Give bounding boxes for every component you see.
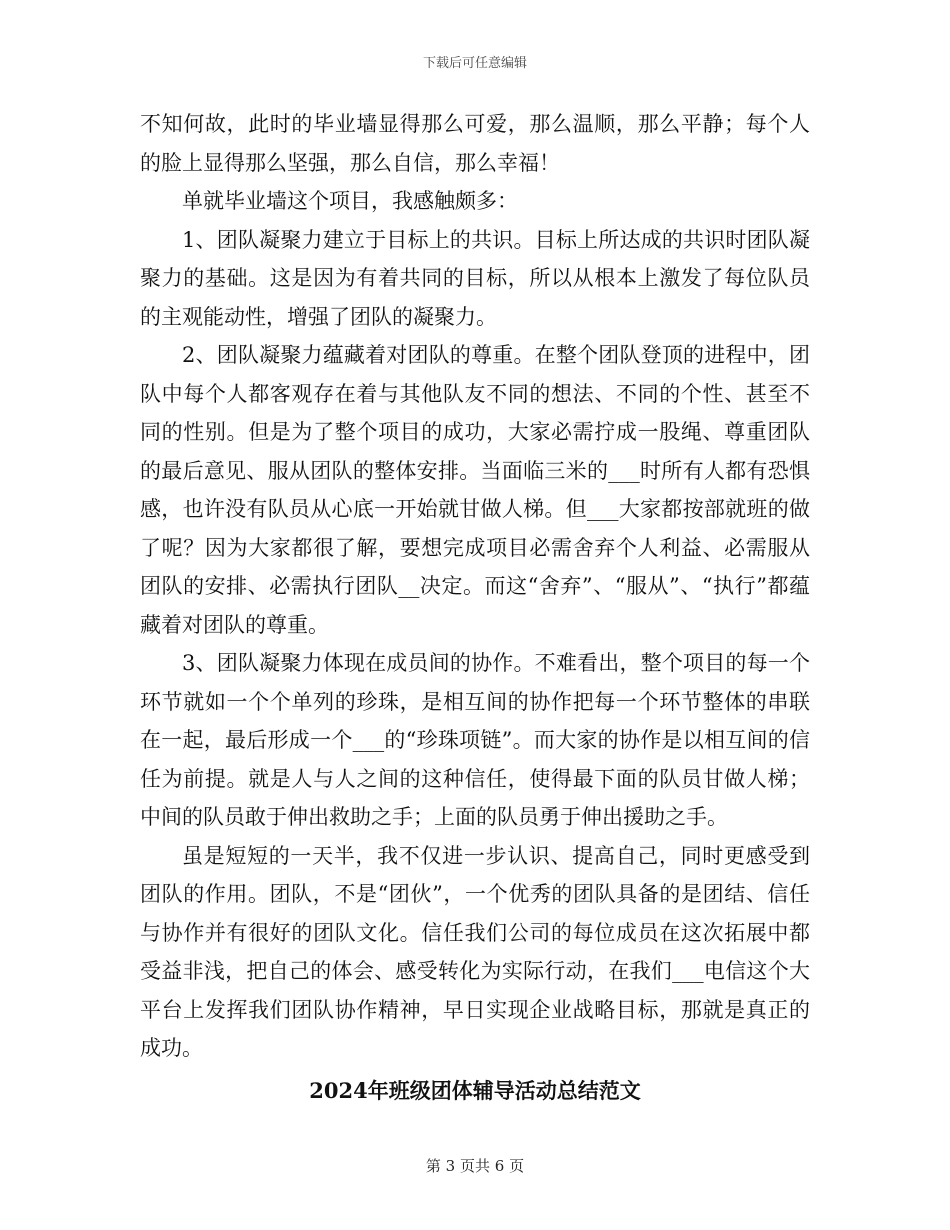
- paragraph-point-3: 3、团队凝聚力体现在成员间的协作。不难看出，整个项目的每一个环节就如一个个单列的珍珠，是相互间的协作把每一个环节整体的串联在一起，最后形成一个___的“珍珠项链”。而大家的协作是以相互间的信任为前提。就是人与人之间的这种信任，使得最下面的队员甘做人梯；中间的队员敢于伸出救助之手；上面的队员勇于伸出援助之手。: [140, 651, 810, 829]
- paragraph-conclusion: 虽是短短的一天半，我不仅进一步认识、提高自己，同时更感受到团队的作用。团队，不是“团伙”，一个优秀的团队具备的是团结、信任与协作并有很好的团队文化。信任我们公司的每位成员在这次拓展中都受益非浅，把自己的体会、感受转化为实际行动，在我们___电信这个大平台上发挥我们团队协作精神，早日实现企业战略目标，那就是真正的成功。: [140, 843, 810, 1060]
- document-body: [140, 105, 810, 1068]
- paragraph-point-1: 1、团队凝聚力建立于目标上的共识。目标上所达成的共识时团队凝聚力的基础。这是因为有着共同的目标，所以从根本上激发了每位队员的主观能动性，增强了团队的凝聚力。: [140, 227, 810, 329]
- section-title: 2024年班级团体辅导活动总结范文: [309, 1078, 641, 1103]
- page-header-note: 下载后可任意编辑: [422, 56, 527, 71]
- paragraph-continuation: 不知何故，此时的毕业墙显得那么可爱，那么温顺，那么平静；每个人的脸上显得那么坚强，那么自信，那么幸福！: [140, 112, 810, 175]
- paragraph-intro: 单就毕业墙这个项目，我感触颇多：: [182, 189, 518, 213]
- paragraph-point-2: 2、团队凝聚力蕴藏着对团队的尊重。在整个团队登顶的进程中，团队中每个人都客观存在着与其他队友不同的想法、不同的个性、甚至不同的性别。但是为了整个项目的成功，大家必需拧成一股绳、尊重团队的最后意见、服从团队的整体安排。当面临三米的___时所有人都有恐惧感，也许没有队员从心底一开始就甘做人梯。但___大家都按部就班的做了呢？因为大家都很了解，要想完成项目必需舍弃个人利益、必需服从团队的安排、必需执行团队__决定。而这“舍弃”、“服从”、“执行”都蕴藏着对团队的尊重。: [140, 343, 810, 637]
- page-number-footer: 第 3 页共 6 页: [425, 1157, 525, 1175]
